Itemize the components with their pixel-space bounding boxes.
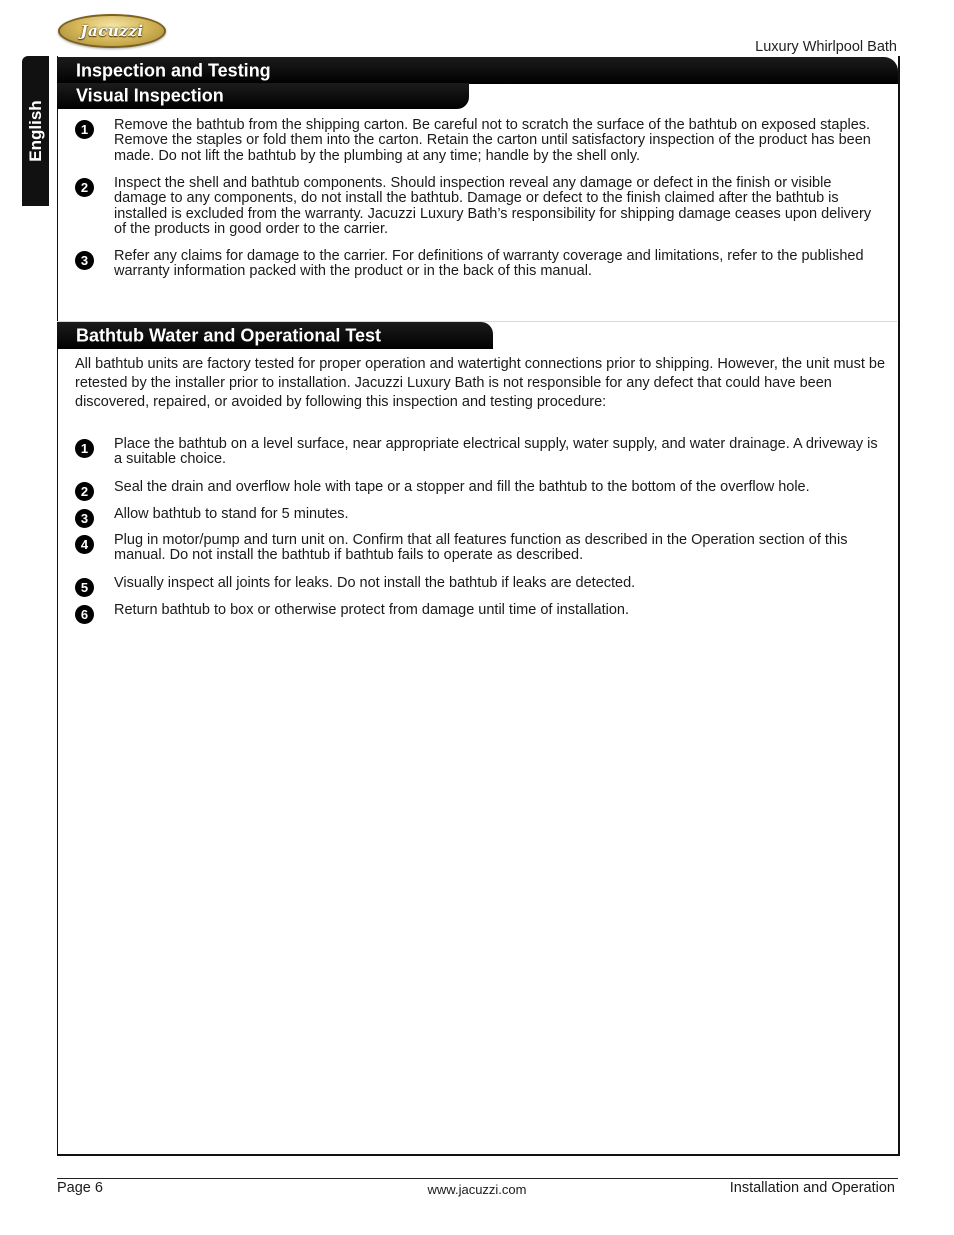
subsection-header-bar	[57, 83, 469, 109]
language-tab-label: English	[25, 100, 45, 162]
jacuzzi-logo	[58, 14, 166, 48]
footer-url: www.jacuzzi.com	[427, 1182, 527, 1197]
test-step-2	[75, 479, 887, 499]
test-step-6	[75, 602, 887, 622]
step-number-badge: 3	[75, 251, 94, 270]
test-step-5	[75, 575, 887, 595]
step-text: Plug in motor/pump and turn unit on. Confirm that all features function as described in the Operation section of this manual. Do not install the bathtub if bathtub fails to operate as described.	[114, 532, 848, 564]
subsection-title: Visual Inspection	[76, 85, 224, 106]
section-title: Inspection and Testing	[76, 60, 271, 80]
step-text: Seal the drain and overflow hole with tape or a stopper and fill the bathtub to the bottom of the overflow hole.	[114, 479, 810, 495]
step-text: Inspect the shell and bathtub components. Should inspection reveal any damage or defect in the finish or visible damage to any components, do not install the bathtub. Damage or defect to the finish claimed after the bathtub is installed is excluded from the warranty. Jacuzzi Luxury Bath’s responsibility for shipping damage ceases upon delivery of the products in good order to the carrier.	[114, 175, 872, 237]
test-step-3	[75, 506, 887, 526]
visual-step-2	[75, 176, 887, 237]
logo-text: Jacuzzi	[80, 22, 144, 40]
step-number-badge: 2	[75, 482, 94, 501]
subsection-title-2: Bathtub Water and Operational Test	[76, 325, 382, 345]
document-title: Luxury Whirlpool Bath	[755, 39, 897, 55]
step-text: Place the bathtub on a level surface, near appropriate electrical supply, water supply, and water drainage. A driveway is a suitable choice.	[114, 436, 878, 468]
step-text: Remove the bathtub from the shipping carton. Be careful not to scratch the surface of the bathtub on exposed staples. Remove the staples or fold them into the carton. Retain the carton until satisfactory inspection of the product has been made. Do not lift the bathtub by the plumbing at any time; handle by the shell only.	[114, 117, 871, 164]
visual-step-1	[75, 118, 887, 164]
subsection-header-bar-2	[57, 322, 493, 349]
step-number-badge: 4	[75, 535, 94, 554]
test-step-4	[75, 533, 887, 564]
step-number-badge: 1	[75, 439, 94, 458]
footer-divider	[57, 1178, 898, 1179]
language-tab	[22, 56, 49, 206]
step-number-badge: 2	[75, 178, 94, 197]
step-number-badge: 5	[75, 578, 94, 597]
step-number-badge: 6	[75, 605, 94, 624]
footer-doc-section: Installation and Operation	[729, 1180, 895, 1196]
step-number-badge: 1	[75, 120, 94, 139]
step-text: Visually inspect all joints for leaks. Do not install the bathtub if leaks are detected.	[114, 575, 636, 591]
step-number-badge: 3	[75, 509, 94, 528]
intro-paragraph: All bathtub units are factory tested for proper operation and watertight connections prior to shipping. However, the unit must be retested by the installer prior to installation. Jacuzzi Luxury Bath is not responsible for any defect that could have been discovered, repaired, or avoided by following this inspection and testing procedure:	[75, 356, 886, 410]
step-text: Allow bathtub to stand for 5 minutes.	[114, 506, 349, 522]
step-text: Return bathtub to box or otherwise protect from damage until time of installation.	[114, 602, 630, 618]
section-header-bar	[57, 57, 898, 84]
test-step-1	[75, 437, 887, 468]
page-number: Page 6	[57, 1180, 103, 1196]
visual-step-3	[75, 249, 887, 280]
step-text: Refer any claims for damage to the carrier. For definitions of warranty coverage and limitations, refer to the published warranty information packed with the product or in the back of this manual.	[114, 248, 864, 280]
